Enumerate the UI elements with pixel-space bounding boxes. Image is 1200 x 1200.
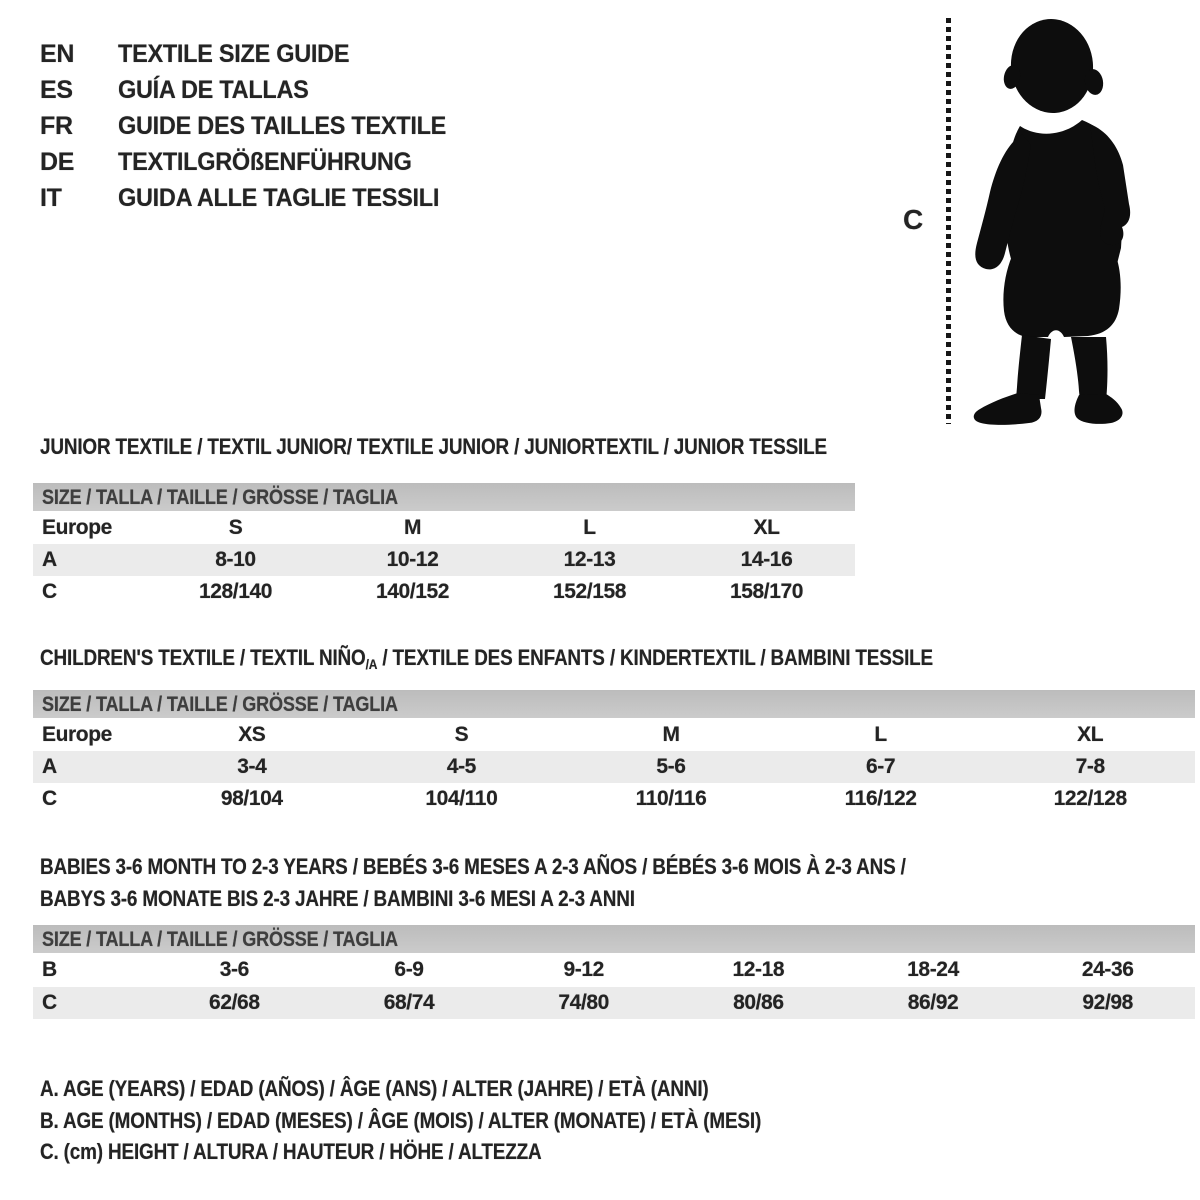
row-label: A: [42, 755, 57, 778]
cell: 128/140: [198, 580, 273, 603]
cell: 80/86: [733, 991, 784, 1014]
table-row: [33, 718, 1195, 751]
cell: 68/74: [383, 991, 435, 1014]
cell: 74/80: [558, 991, 609, 1014]
cell: 152/158: [552, 580, 627, 603]
cell: 6-9: [394, 958, 424, 981]
note-age-years: A. AGE (YEARS) / EDAD (AÑOS) / ÂGE (ANS) / ALTER (JAHRE) / ETÀ (ANNI): [40, 1076, 709, 1101]
language-code: FR: [40, 112, 73, 140]
heading-subscript: /A: [365, 656, 378, 672]
size-header-bar: SIZE / TALLA / TAILLE / GRÖSSE / TAGLIA: [33, 483, 855, 511]
cell: 9-12: [563, 958, 604, 981]
row-label: C: [42, 991, 57, 1014]
table-row: [33, 544, 855, 576]
size-header-bar: SIZE / TALLA / TAILLE / GRÖSSE / TAGLIA: [33, 690, 1195, 718]
size-table-children: [33, 690, 1195, 815]
measure-label-c: C: [903, 204, 924, 235]
size-table-babies: [33, 925, 1195, 1019]
language-row-it: [40, 180, 467, 216]
section-heading-junior: JUNIOR TEXTILE / TEXTIL JUNIOR/ TEXTILE JUNIOR / JUNIORTEXTIL / JUNIOR TESSILE: [40, 434, 827, 459]
cell: 12-18: [732, 958, 785, 981]
note-height-cm: C. (cm) HEIGHT / ALTURA / HAUTEUR / HÖHE / ALTEZZA: [40, 1139, 542, 1164]
cell: 5-6: [656, 755, 686, 778]
language-code: DE: [40, 148, 75, 176]
language-code: ES: [40, 76, 73, 104]
cell: 6-7: [866, 755, 896, 778]
language-list: [40, 36, 467, 216]
cell: 10-12: [386, 548, 439, 571]
cell: XL: [753, 516, 780, 539]
cell: 86/92: [907, 991, 959, 1014]
row-label: Europe: [42, 723, 112, 746]
language-row-de: [40, 144, 467, 180]
table-row: [33, 783, 1195, 815]
table-row: [33, 576, 855, 608]
height-measure-dashed-line: [946, 18, 951, 424]
cell: 104/110: [425, 787, 498, 810]
language-title: GUIDE DES TAILLES TEXTILE: [118, 112, 447, 140]
row-label: C: [42, 580, 57, 603]
size-header-bar: SIZE / TALLA / TAILLE / GRÖSSE / TAGLIA: [33, 925, 1195, 953]
cell: 110/116: [635, 787, 707, 810]
cell: 98/104: [220, 787, 283, 810]
cell: 62/68: [209, 991, 260, 1014]
cell: S: [228, 516, 243, 539]
cell: 8-10: [215, 548, 256, 571]
size-table-junior: [33, 483, 855, 608]
language-row-en: [40, 36, 467, 72]
section-heading-babies: BABIES 3-6 MONTH TO 2-3 YEARS / BEBÉS 3-6 MESES A 2-3 AÑOS / BÉBÉS 3-6 MOIS À 2-3 ANS / BABYS 3-6 MONATE BIS 2-3 JAHRE / BAMBINI 3-6 MESI A 2-3 ANNI: [40, 854, 906, 911]
language-title: GUÍA DE TALLAS: [118, 76, 309, 104]
language-title: TEXTILE SIZE GUIDE: [118, 40, 350, 68]
cell: XL: [1077, 723, 1104, 746]
cell: 3-4: [237, 755, 267, 778]
note-age-months: B. AGE (MONTHS) / EDAD (MESES) / ÂGE (MOIS) / ALTER (MONATE) / ETÀ (MESI): [40, 1108, 762, 1133]
cell: 4-5: [446, 755, 476, 778]
cell: 116/122: [844, 787, 917, 810]
cell: L: [874, 723, 887, 746]
cell: M: [662, 723, 680, 746]
toddler-silhouette: [960, 14, 1150, 426]
row-label: Europe: [42, 516, 112, 539]
cell: 14-16: [740, 548, 793, 571]
row-label: C: [42, 787, 57, 810]
cell: 140/152: [375, 580, 450, 603]
row-label: A: [42, 548, 57, 571]
cell: 24-36: [1081, 958, 1134, 981]
cell: 12-13: [563, 548, 616, 571]
cell: 92/98: [1082, 991, 1133, 1014]
row-label: B: [42, 958, 57, 981]
cell: 3-6: [219, 958, 249, 981]
cell: 158/170: [729, 580, 804, 603]
cell: 18-24: [907, 958, 959, 981]
language-row-es: [40, 72, 467, 108]
cell: L: [583, 516, 596, 539]
table-row: [33, 953, 1195, 987]
language-title: GUIDA ALLE TAGLIE TESSILI: [118, 184, 440, 212]
language-code: EN: [40, 40, 75, 68]
language-row-fr: [40, 108, 467, 144]
cell: M: [403, 516, 422, 539]
table-row: [33, 751, 1195, 783]
language-title: TEXTILGRÖßENFÜHRUNG: [118, 148, 412, 176]
section-heading-children: CHILDREN'S TEXTILE / TEXTIL $NIÑO_{/A}$ / TEXTILE DES ENFANTS / KINDERTEXTIL / BAMBINI TESSILE: [40, 645, 934, 672]
cell: 122/128: [1053, 787, 1127, 810]
table-row: [33, 987, 1195, 1019]
cell: 7-8: [1075, 755, 1105, 778]
language-code: IT: [40, 184, 62, 212]
cell: XS: [238, 723, 266, 746]
table-row: [33, 511, 855, 544]
cell: S: [454, 723, 469, 746]
